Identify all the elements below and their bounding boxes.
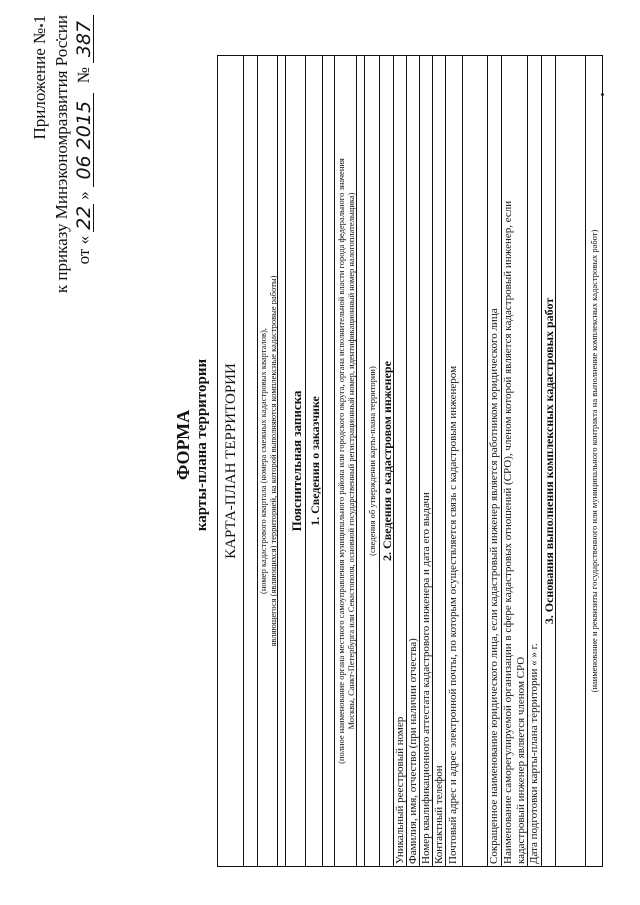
field-label: Уникальный реестровый номер [394, 716, 406, 864]
customer-note-2: Москвы, Санкт-Петербурга или Севастополя, основной государственный регистрационный номер, идентификационный номер налогоплательщика) [346, 192, 356, 730]
explanatory-note-title: Пояснительная записка [289, 390, 304, 532]
table-header-row [218, 56, 244, 866]
form-table [217, 55, 603, 867]
contract-field [556, 56, 586, 866]
table-row [420, 56, 433, 866]
contract-note: (наименование и реквизиты государственного или муниципального контракта на выполнение комплексных кадастровых работ) [589, 229, 599, 693]
table-row [488, 56, 502, 866]
section3-row [542, 56, 556, 866]
table-row [446, 56, 463, 866]
customer-note-1: (полное наименование органа местного самоуправления муниципального района или городского округа, органа исполнительной власти города федерального значения [336, 158, 346, 764]
form-title: ФОРМА [173, 409, 193, 481]
field-label: Сокращенное наименование юридического лица, если кадастровый инженер является работником юридического лица [488, 308, 500, 864]
field-label: Фамилия, имя, отчество (при наличии отчества) [407, 638, 419, 864]
approval-note-row [365, 56, 380, 866]
field-label: кадастровый инженер является членом СРО [515, 656, 527, 864]
blank-row [357, 56, 365, 866]
section1-row [306, 56, 323, 866]
number-label: № [74, 67, 93, 84]
table-row [433, 56, 446, 866]
form-subtitle: карты-плана территории [194, 358, 210, 532]
field-label: Почтовый адрес и адрес электронной почты, по которым осуществляется связь с кадастровым инженером [447, 365, 459, 864]
table-main-title: КАРТА-ПЛАН ТЕРРИТОРИИ [223, 363, 239, 559]
customer-field [323, 56, 335, 866]
handwritten-month-year: 06 2015 [75, 93, 94, 187]
blank-row [463, 56, 488, 866]
blank-row [278, 56, 286, 866]
date-from-label: от « [74, 235, 93, 265]
note-title-row [286, 56, 306, 866]
contract-note-row [586, 56, 602, 866]
quarter-note-2: являющегося (являющихся) территорией, на которой выполняются комплексные кадастровые работы) [268, 275, 278, 647]
approval-note: (сведения об утверждении карты-плана территории) [367, 366, 377, 556]
section1-title: 1. Сведения о заказчике [308, 396, 322, 526]
quarter-note-row [258, 56, 278, 866]
customer-note-row [335, 56, 357, 866]
appendix-number: Приложение № 1 [30, 15, 49, 140]
handwritten-day: 22 [73, 205, 95, 230]
section3-title: 3. Основания выполнения комплексных кадастровых работ [542, 297, 556, 625]
appendix-order: к приказу Минэкономразвития России [52, 15, 71, 294]
field-label: Контактный телефон [433, 765, 445, 864]
quarter-field [244, 56, 258, 866]
quarter-note: (номер кадастрового квартала (номера смежных кадастровых кварталов), [258, 328, 268, 594]
table-row [528, 56, 542, 866]
appendix-date-line [74, 15, 94, 264]
section2-row [380, 56, 394, 866]
handwritten-order-number: 387 [75, 15, 94, 63]
field-label: Дата подготовки карты-плана территории « » г. [528, 643, 540, 864]
field-label: Наименование саморегулируемой организации в сфере кадастровых отношений (СРО), членом которой является кадастровый инженер, если [502, 200, 514, 864]
date-quote: » [74, 191, 93, 200]
field-label: Номер квалификационного аттестата кадастрового инженера и дата его выдачи [420, 492, 432, 864]
table-row [407, 56, 420, 866]
table-row [502, 56, 528, 866]
table-row [394, 56, 407, 866]
section2-title: 2. Сведения о кадастровом инженере [380, 361, 394, 561]
